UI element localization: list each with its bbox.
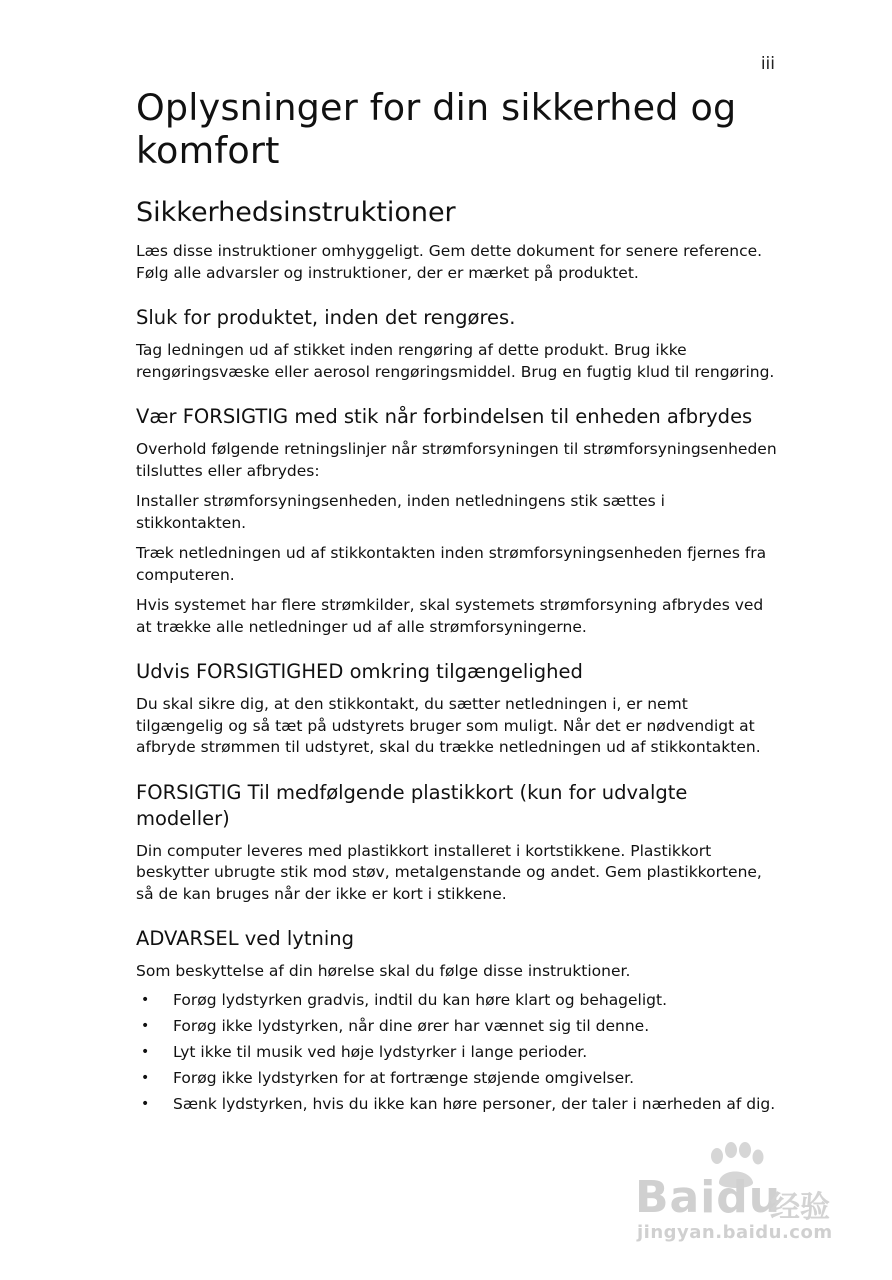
bullet-icon: • [141, 1043, 150, 1060]
paragraph: Du skal sikre dig, at den stikkontakt, du sætter netledningen i, er nemt tilgængelig og så tæt på udstyrets bruger som muligt. Når det er nødvendigt at afbryde strømmen til udstyret, skal du trække netledningen ud af stikkontakten. [136, 695, 761, 756]
bullet-icon: • [141, 1069, 150, 1086]
page-number: iii [760, 54, 775, 74]
list-item [136, 1016, 778, 1038]
list-item [136, 1042, 778, 1064]
paragraph: Din computer leveres med plastikkort installeret i kortstikkene. Plastikkort beskytter ubrugte stik mod støv, metalgenstande og andet. Gem plastikkortene, så de kan bruges når der ikke er kort i stikkene. [136, 841, 762, 903]
list-item [136, 990, 778, 1012]
list-item [136, 1094, 778, 1116]
heading-plug-caution: Vær FORSIGTIG med stik når forbindelsen til enheden afbrydes [136, 405, 753, 428]
bullet-icon: • [141, 1017, 150, 1034]
paragraph: Tag ledningen ud af stikket inden rengøring af dette produkt. Brug ikke rengøringsvæske eller aerosol rengøringsmiddel. Brug en fugtig klud til rengøring. [136, 341, 775, 381]
list-item-text: Sænk lydstyrken, hvis du ikke kan høre personer, der taler i nærheden af dig. [173, 1094, 776, 1113]
paragraph: Hvis systemet har flere strømkilder, skal systemets strømforsyning afbrydes ved at trække alle netledninger ud af alle strømforsyningerne. [136, 596, 764, 636]
heading-listening-warning: ADVARSEL ved lytning [136, 927, 354, 950]
heading-accessibility: Udvis FORSIGTIGHED omkring tilgængelighed [136, 660, 583, 683]
heading-cleaning: Sluk for produktet, inden det rengøres. [136, 306, 516, 329]
page-title: Oplysninger for din sikkerhed og komfort [136, 86, 737, 172]
listening-bullet-list [136, 990, 778, 1116]
paragraph: Installer strømforsyningsenheden, inden netledningens stik sættes i stikkontakten. [136, 492, 665, 532]
intro-paragraph: Læs disse instruktioner omhyggeligt. Gem dette dokument for senere reference. Følg alle advarsler og instruktioner, der er mærket på produktet. [136, 242, 763, 282]
watermark-url: jingyan.baidu.com [637, 1222, 833, 1243]
list-item-text: Lyt ikke til musik ved høje lydstyrker i lange perioder. [173, 1042, 588, 1061]
watermark-logo: Baidu [635, 1172, 782, 1223]
list-item-text: Forøg ikke lydstyrken for at fortrænge støjende omgivelser. [173, 1068, 635, 1087]
paragraph: Overhold følgende retningslinjer når strømforsyningen til strømforsyningsenheden tilsluttes eller afbrydes: [136, 440, 777, 480]
watermark-chinese-text: 经验 [770, 1190, 830, 1225]
heading-plastic-cards: FORSIGTIG Til medfølgende plastikkort (kun for udvalgte modeller) [136, 780, 688, 830]
bullet-icon: • [141, 1095, 150, 1112]
document-body [136, 86, 778, 1120]
list-item-text: Forøg ikke lydstyrken, når dine ører har vænnet sig til denne. [173, 1016, 650, 1035]
section-title: Sikkerhedsinstruktioner [136, 197, 456, 228]
baidu-watermark [635, 1142, 845, 1252]
paragraph: Som beskyttelse af din hørelse skal du følge disse instruktioner. [136, 962, 631, 980]
paragraph: Træk netledningen ud af stikkontakten inden strømforsyningsenheden fjernes fra computeren. [136, 544, 767, 584]
list-item-text: Forøg lydstyrken gradvis, indtil du kan høre klart og behageligt. [173, 990, 668, 1009]
bullet-icon: • [141, 991, 150, 1008]
list-item [136, 1068, 778, 1090]
